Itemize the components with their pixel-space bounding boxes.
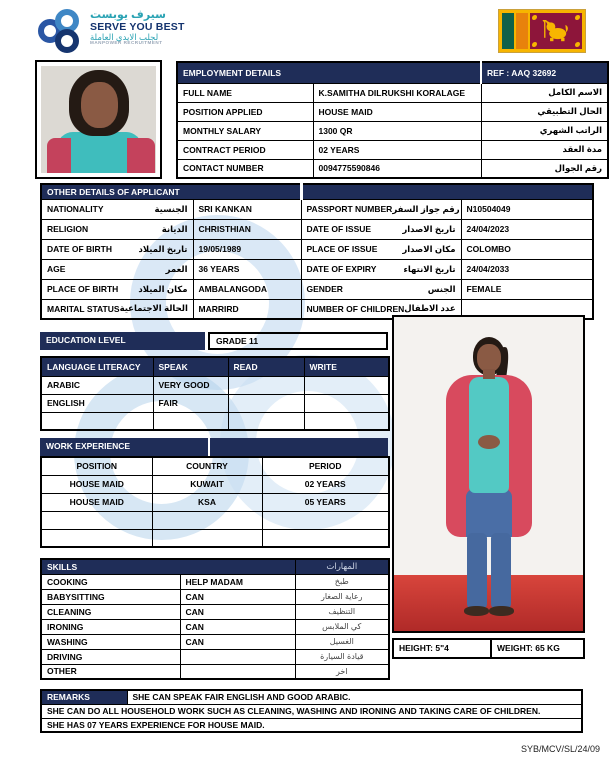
- table-row: [41, 690, 582, 704]
- column-header: SPEAK: [153, 357, 228, 376]
- label-ar: الجنس: [427, 283, 456, 294]
- table-row: [41, 619, 389, 634]
- table-row: [41, 718, 582, 732]
- remarks-table: [40, 689, 583, 733]
- table-row: [41, 475, 389, 493]
- footer-ref-code: SYB/MCV/SL/24/09: [520, 744, 600, 754]
- table-row: [41, 649, 389, 664]
- field-label: FULL NAME: [177, 83, 313, 102]
- field-value: 36 YEARS: [193, 259, 301, 279]
- section-title: REMARKS: [41, 690, 127, 704]
- skill-label-arabic: قيادة السيارة: [295, 649, 389, 664]
- table-row: [41, 704, 582, 718]
- label-en: DATE OF EXPIRY: [306, 264, 377, 274]
- skill-label: BABYSITTING: [41, 589, 180, 604]
- country-value: [152, 529, 262, 547]
- skill-label-arabic: طبخ: [295, 574, 389, 589]
- position-value: HOUSE MAID: [41, 493, 152, 511]
- table-row: [41, 239, 593, 259]
- period-value: 05 YEARS: [262, 493, 389, 511]
- skill-label: COOKING: [41, 574, 180, 589]
- jeans: [466, 489, 512, 537]
- table-row: [41, 259, 593, 279]
- brand-arabic-tagline: لجلب الايدي العاملة: [90, 31, 159, 42]
- position-value: [41, 511, 152, 529]
- section-title: EMPLOYMENT DETAILS: [177, 62, 481, 83]
- weight-value: WEIGHT: 65 KG: [497, 643, 560, 653]
- label-en: PLACE OF ISSUE: [306, 244, 378, 254]
- label-en: NUMBER OF CHILDREN: [306, 303, 405, 314]
- table-row: [41, 589, 389, 604]
- brand-arabic-name: سيرف يوبست: [90, 9, 166, 21]
- read-level: [228, 376, 304, 394]
- headshot-figure: [41, 66, 156, 173]
- height-weight-row: [392, 638, 585, 659]
- other-details-table: [40, 183, 594, 320]
- table-header-row: [177, 62, 608, 83]
- table-row: [41, 574, 389, 589]
- field-label: [41, 259, 193, 279]
- label-ar: تاريخ الاصدار: [402, 223, 456, 234]
- education-level-label: EDUCATION LEVEL: [40, 332, 205, 350]
- brand-text: [90, 8, 185, 58]
- language-name: ENGLISH: [41, 394, 153, 412]
- field-value: HOUSE MAID: [313, 102, 481, 121]
- skill-label-arabic: الغسيل: [295, 634, 389, 649]
- section-title: WORK EXPERIENCE: [40, 438, 208, 456]
- table-row: [41, 634, 389, 649]
- section-title-spacer: [301, 184, 593, 199]
- label-en: RELIGION: [47, 224, 89, 234]
- column-header: READ: [228, 357, 304, 376]
- field-label-arabic: مدة العقد: [481, 140, 608, 159]
- red-cardigan: [127, 138, 155, 173]
- field-value: FEMALE: [461, 279, 593, 299]
- field-value: 1300 QR: [313, 121, 481, 140]
- section-title-arabic: المهارات: [295, 559, 389, 574]
- write-level: [304, 376, 389, 394]
- table-row: [177, 140, 608, 159]
- field-label-arabic: رقم الجوال: [481, 159, 608, 178]
- table-row: [177, 121, 608, 140]
- work-experience-title-bar: [40, 438, 388, 456]
- country-value: KUWAIT: [152, 475, 262, 493]
- label-en: NATIONALITY: [47, 204, 104, 214]
- label-ar: عدد الاطفال: [404, 303, 456, 314]
- label-ar: مكان الاصدار: [402, 243, 456, 254]
- remarks-line: SHE CAN DO ALL HOUSEHOLD WORK SUCH AS CLEANING, WASHING AND IRONING AND TAKING CARE OF CHILDREN.: [41, 704, 582, 718]
- ref-number: REF : AAQ 32692: [481, 62, 608, 83]
- language-name: ARABIC: [41, 376, 153, 394]
- section-title: SKILLS: [41, 559, 295, 574]
- education-level-value: GRADE 11: [208, 332, 388, 350]
- applicant-fullbody-photo: [392, 315, 585, 633]
- bo-leaf: [532, 42, 537, 47]
- field-value: MARRIRD: [193, 299, 301, 319]
- table-header-row: [41, 357, 389, 376]
- field-value: 24/04/2023: [461, 219, 593, 239]
- skill-label: OTHER: [41, 664, 180, 679]
- field-value: N10504049: [461, 199, 593, 219]
- hands: [478, 435, 500, 449]
- field-value: 02 YEARS: [313, 140, 481, 159]
- field-value: CHRISTHIAN: [193, 219, 301, 239]
- red-cardigan: [47, 138, 71, 173]
- remarks-line: SHE CAN SPEAK FAIR ENGLISH AND GOOD ARABIC.: [127, 690, 582, 704]
- table-row: [41, 511, 389, 529]
- label-en: MARITAL STATUS: [47, 303, 120, 314]
- field-label: [41, 239, 193, 259]
- table-header-row: [41, 559, 389, 574]
- period-value: 02 YEARS: [262, 475, 389, 493]
- field-label: CONTRACT PERIOD: [177, 140, 313, 159]
- write-level: [304, 394, 389, 412]
- field-label: [301, 279, 461, 299]
- field-value: 24/04/2033: [461, 259, 593, 279]
- table-row: [41, 412, 389, 430]
- country-value: KSA: [152, 493, 262, 511]
- speak-level: [153, 412, 228, 430]
- bo-leaf: [575, 15, 580, 20]
- table-row: [41, 199, 593, 219]
- read-level: [228, 412, 304, 430]
- column-header: LANGUAGE LITERACY: [41, 357, 153, 376]
- table-header-row: [41, 184, 593, 199]
- label-en: DATE OF BIRTH: [47, 244, 113, 254]
- speak-level: VERY GOOD: [153, 376, 228, 394]
- label-ar: رقم جواز السفر: [392, 203, 460, 214]
- sri-lanka-flag-icon: [498, 9, 586, 53]
- skill-value: [180, 664, 295, 679]
- read-level: [228, 394, 304, 412]
- table-row: [41, 493, 389, 511]
- field-label-arabic: الراتب الشهري: [481, 121, 608, 140]
- skill-label-arabic: اخر: [295, 664, 389, 679]
- remarks-line: SHE HAS 07 YEARS EXPERIENCE FOR HOUSE MAID.: [41, 718, 582, 732]
- label-ar: العمر: [165, 263, 188, 274]
- table-row: [177, 159, 608, 178]
- red-carpet: [394, 575, 583, 631]
- period-value: [262, 529, 389, 547]
- label-ar: تاريخ الميلاد: [138, 243, 188, 254]
- label-en: GENDER: [306, 284, 343, 294]
- field-value: COLOMBO: [461, 239, 593, 259]
- language-name: [41, 412, 153, 430]
- skills-table: [40, 558, 390, 680]
- section-title: OTHER DETAILS OF APPLICANT: [41, 184, 301, 199]
- field-label: [41, 299, 193, 319]
- logo-ring: [55, 29, 79, 53]
- jeans-leg: [467, 533, 487, 609]
- table-row: [41, 376, 389, 394]
- label-ar: الديانة: [161, 223, 188, 234]
- label-ar: الحالة الاجتماعية: [119, 303, 188, 314]
- field-value: AMBALANGODA: [193, 279, 301, 299]
- language-literacy-table: [40, 356, 390, 431]
- column-header: PERIOD: [262, 457, 389, 475]
- sandal: [464, 606, 489, 616]
- skill-label: IRONING: [41, 619, 180, 634]
- field-label: [41, 199, 193, 219]
- field-label: POSITION APPLIED: [177, 102, 313, 121]
- table-header-row: [41, 457, 389, 475]
- field-label: MONTHLY SALARY: [177, 121, 313, 140]
- lion-icon: [539, 18, 573, 44]
- field-value: 19/05/1989: [193, 239, 301, 259]
- label-ar: الجنسية: [154, 203, 188, 214]
- country-value: [152, 511, 262, 529]
- skill-value: CAN: [180, 619, 295, 634]
- label-ar: مكان الميلاد: [138, 283, 188, 294]
- bo-leaf: [575, 42, 580, 47]
- employment-details-table: [176, 61, 609, 179]
- column-header: WRITE: [304, 357, 389, 376]
- skill-value: CAN: [180, 604, 295, 619]
- field-label: [301, 259, 461, 279]
- table-row: [41, 529, 389, 547]
- speak-level: FAIR: [153, 394, 228, 412]
- field-label: CONTACT NUMBER: [177, 159, 313, 178]
- skill-label-arabic: كي الملابس: [295, 619, 389, 634]
- field-value: 0094775590846: [313, 159, 481, 178]
- flag-lion-panel: [530, 13, 582, 49]
- field-label: [301, 199, 461, 219]
- field-value: K.SAMITHA DILRUKSHI KORALAGE: [313, 83, 481, 102]
- brand-logo: [36, 8, 186, 58]
- position-value: HOUSE MAID: [41, 475, 152, 493]
- position-value: [41, 529, 152, 547]
- label-en: DATE OF ISSUE: [306, 224, 372, 234]
- column-header: POSITION: [41, 457, 152, 475]
- table-row: [41, 664, 389, 679]
- face: [477, 344, 501, 372]
- field-label: [41, 219, 193, 239]
- applicant-headshot-photo: [35, 60, 162, 179]
- neck: [483, 369, 495, 379]
- section-title-spacer: [210, 438, 388, 456]
- skill-label: WASHING: [41, 634, 180, 649]
- label-en: PASSPORT NUMBER: [306, 204, 393, 214]
- skill-value: HELP MADAM: [180, 574, 295, 589]
- flag-orange-stripe: [516, 13, 528, 49]
- face: [81, 82, 118, 128]
- jeans-leg: [491, 533, 511, 609]
- field-label-arabic: الاسم الكامل: [481, 83, 608, 102]
- table-row: [177, 83, 608, 102]
- flag-green-stripe: [502, 13, 514, 49]
- sandal: [489, 606, 514, 616]
- column-header: COUNTRY: [152, 457, 262, 475]
- brand-tagline: MANPOWER RECRUITMENT: [90, 40, 163, 46]
- table-row: [41, 279, 593, 299]
- field-value: SRI KANKAN: [193, 199, 301, 219]
- label-en: AGE: [47, 264, 66, 274]
- period-value: [262, 511, 389, 529]
- work-experience-table: [40, 456, 390, 548]
- skill-label-arabic: رعاية الصغار: [295, 589, 389, 604]
- height-value: HEIGHT: 5"4: [394, 640, 492, 657]
- skill-label: CLEANING: [41, 604, 180, 619]
- table-row: [41, 394, 389, 412]
- table-row: [177, 102, 608, 121]
- brand-name: SERVE YOU BEST: [90, 20, 185, 33]
- field-label-arabic: الحال التطبيقي: [481, 102, 608, 121]
- skill-label-arabic: التنظيف: [295, 604, 389, 619]
- table-row: [41, 219, 593, 239]
- skill-value: CAN: [180, 589, 295, 604]
- table-row: [41, 604, 389, 619]
- skill-value: [180, 649, 295, 664]
- label-en: PLACE OF BIRTH: [47, 284, 119, 294]
- field-label: [301, 239, 461, 259]
- write-level: [304, 412, 389, 430]
- education-level-row: [40, 332, 388, 350]
- skill-value: CAN: [180, 634, 295, 649]
- logo-rings-icon: [36, 8, 90, 56]
- field-label: [301, 219, 461, 239]
- label-ar: تاريخ الانتهاء: [403, 263, 456, 274]
- bo-leaf: [532, 15, 537, 20]
- skill-label: DRIVING: [41, 649, 180, 664]
- field-label: [41, 279, 193, 299]
